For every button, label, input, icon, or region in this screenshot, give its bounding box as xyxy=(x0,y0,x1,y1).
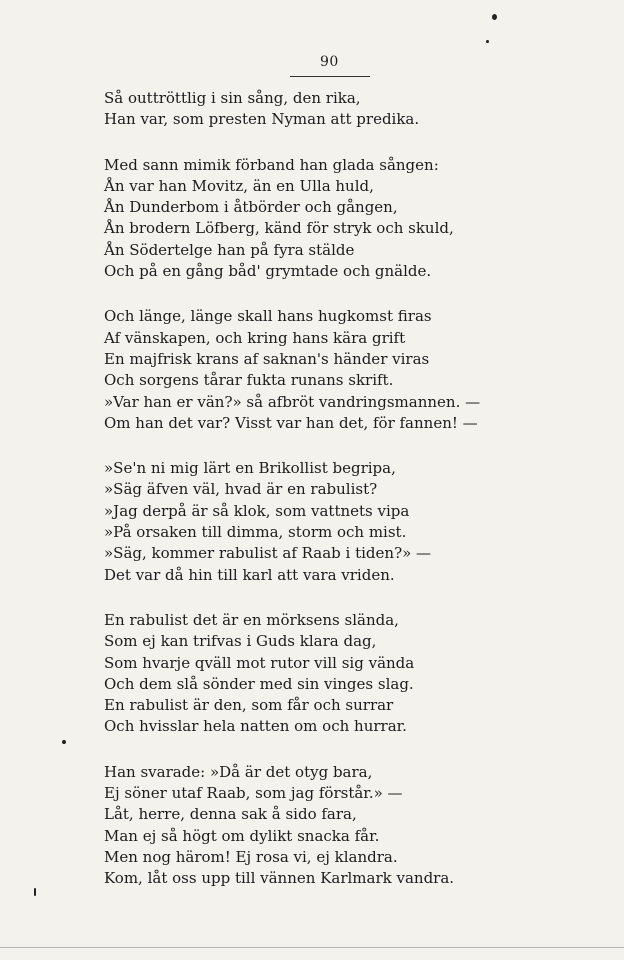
verse-line: Och hvisslar hela natten om och hurrar. xyxy=(104,717,407,736)
stanza xyxy=(104,306,584,434)
verse-line: Det var då hin till karl att vara vriden. xyxy=(104,565,395,584)
stanza xyxy=(104,458,584,586)
verse-line: Som hvarje qväll mot rutor vill sig vända xyxy=(104,653,415,672)
ink-speck xyxy=(486,40,489,43)
page-number-rule xyxy=(290,76,370,77)
stanza xyxy=(104,762,584,890)
verse-line: En majfrisk krans af saknan's händer viras xyxy=(104,349,430,368)
verse-line: Ån Dunderbom i åtbörder och gången, xyxy=(104,198,398,217)
verse-line: Och länge, länge skall hans hugkomst firas xyxy=(104,307,432,326)
verse-line: Som ej kan trifvas i Guds klara dag, xyxy=(104,632,377,651)
verse-line: Ån brodern Löfberg, känd för stryk och skuld, xyxy=(104,219,454,238)
verse-line: Han svarade: »Då är det otyg bara, xyxy=(104,762,373,781)
ink-speck xyxy=(492,14,497,20)
verse-line: »Jag derpå är så klok, som vattnets vipa xyxy=(104,501,410,520)
stanza xyxy=(104,610,584,738)
verse-line: En rabulist är den, som får och surrar xyxy=(104,696,394,715)
stanza xyxy=(104,155,584,283)
ink-speck xyxy=(34,888,36,896)
stanza xyxy=(104,88,584,131)
verse-line: Ån Södertelge han på fyra stälde xyxy=(104,240,355,259)
verse-line: »Säg, kommer rabulist af Raab i tiden?» — xyxy=(104,544,432,563)
verse-line: Kom, låt oss upp till vännen Karlmark vandra. xyxy=(104,869,455,888)
verse-line: En rabulist det är en mörksens slända, xyxy=(104,610,399,629)
verse-line: »Var han er vän?» så afbröt vandringsmannen. — xyxy=(104,392,481,411)
verse-line: Ej söner utaf Raab, som jag förstår.» — xyxy=(104,784,403,803)
verse-line: Och på en gång båd' grymtade och gnälde. xyxy=(104,262,432,281)
page-number: 90 xyxy=(320,54,339,70)
verse-line: Och dem slå sönder med sin vinges slag. xyxy=(104,674,414,693)
verse-line: Med sann mimik förband han glada sången: xyxy=(104,155,439,174)
poem xyxy=(104,88,584,914)
verse-line: »Se'n ni mig lärt en Brikollist begripa, xyxy=(104,459,396,478)
verse-line: »Säg äfven väl, hvad är en rabulist? xyxy=(104,480,378,499)
verse-line: Men nog härom! Ej rosa vi, ej klandra. xyxy=(104,847,398,866)
verse-line: »På orsaken till dimma, storm och mist. xyxy=(104,523,407,542)
ink-speck xyxy=(62,740,66,744)
verse-line: Så outtröttlig i sin sång, den rika, xyxy=(104,89,361,107)
page-edge-line xyxy=(0,947,624,948)
verse-line: Ån var han Movitz, än en Ulla huld, xyxy=(104,176,374,195)
verse-line: Af vänskapen, och kring hans kära grift xyxy=(104,328,406,347)
verse-line: Man ej så högt om dylikt snacka får. xyxy=(104,826,380,845)
verse-line: Låt, herre, denna sak å sido fara, xyxy=(104,805,357,824)
verse-line: Han var, som presten Nyman att predika. xyxy=(104,110,420,129)
verse-line: Om han det var? Visst var han det, för fannen! — xyxy=(104,413,478,432)
verse-line: Och sorgens tårar fukta runans skrift. xyxy=(104,371,394,390)
